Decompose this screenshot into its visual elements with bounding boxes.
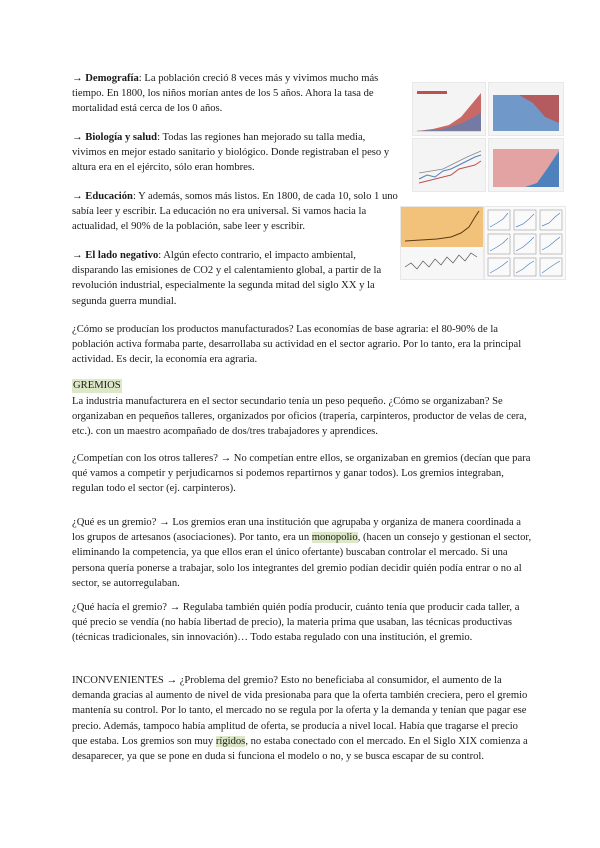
- section-title: Biología y salud: [85, 132, 158, 143]
- section-text: : Todas las regiones han mejorado su talla media, vivimos en mejor estado sanitario y biológico. Donde registraban el peso y altura era en el ejército, sólo eran hombres.: [72, 132, 390, 174]
- highlighted-term: rígidos: [215, 735, 246, 747]
- paragraph-productos: ¿Cómo se producían los productos manufacturados? Las economías de base agraria: el 80-90% de la población activa formaba parte, desarrollaba su actividad en el sector agrario. Por lo tanto, era la principal actividad. Es decir, la economía era agraria.: [72, 324, 522, 366]
- section-lado-negativo: [72, 248, 402, 309]
- area-chart-red-icon: [413, 83, 485, 135]
- paragraph-que-es-gremio: [72, 515, 532, 591]
- chart-thumbnail-co2: [400, 206, 484, 280]
- section-demografia: [72, 71, 394, 117]
- arrow-icon: →: [72, 132, 83, 143]
- chart-thumbnail-height: [412, 138, 486, 192]
- paragraph-inconvenientes: [72, 673, 532, 764]
- section-educacion: [72, 189, 398, 235]
- chart-thumbnail-population: [412, 82, 486, 136]
- area-chart-blue-icon: [489, 83, 563, 135]
- scatter-chart-icon: [413, 139, 485, 191]
- highlighted-term: monopolio: [311, 532, 358, 544]
- chart-thumbnail-mortality: [488, 82, 564, 136]
- arrow-icon: →: [72, 250, 83, 261]
- paragraph-industria: La industria manufacturera en el sector secundario tenía un peso pequeño. ¿Cómo se organizaban? Se organizaban en pequeños talleres, organizados por oficios (trapería, carpinteros, productor de velas de cera, etc.). con un maestro acompañado de dos/tres trabajadores y aprendices.: [72, 396, 527, 438]
- section-text: : Y además, somos más listos. En 1800, de cada 10, solo 1 uno sabía leer y escribir. La educación no era universal. Si vamos hacia la actualidad, el 90% de la población, sabe leer y escribir.: [72, 191, 398, 233]
- text-run: , (hacen un consejo y gestionan el sector, eliminando la competencia, ya que ellos eran el único ofertante) buscaban controlar el mercado. Si una persona quería ponerse a trabajar, solo los integrantes del gremio podían decidir quién podía entrar o no al sector, se autorregulaban.: [72, 532, 532, 589]
- section-biologia: [72, 130, 402, 176]
- arrow-icon: →: [72, 73, 83, 84]
- section-title: Demografía: [85, 73, 139, 84]
- section-text: : Algún efecto contrario, el impacto ambiental, disparando las emisiones de CO2 y el calentamiento global, a partir de la revolución industrial, especialmente la segunda mitad del siglo XX y la segunda guerra mundial.: [72, 250, 382, 307]
- heading-gremios: GREMIOS: [73, 380, 121, 391]
- small-multiples-icon: [485, 207, 565, 279]
- chart-thumbnail-literacy: [488, 138, 564, 192]
- section-title: El lado negativo: [85, 250, 159, 261]
- chart-thumbnail-grid: [484, 206, 566, 280]
- area-chart-literacy-icon: [489, 139, 563, 191]
- text-run: ¿Qué es un gremio? → Los gremios eran una institución que agrupaba y organiza de manera coordinada a los grupos de artesanos (asociaciones). Por tanto, era un: [72, 517, 521, 544]
- text-run: INCONVENIENTES → ¿Problema del gremio? Esto no beneficiaba al consumidor, el aumento de la demanda gracias al aumento de nivel de vida presionaba para que la oferta también creciera, pero el gremio mantenía su control. Por lo tanto, el mercado no se regula por la oferta y la demanda y tenían que pagar ese precio. Además, tampoco había amplitud de oferta, se producía a nivel local. Había que tragarse el precio que estaba. Los gremios son muy: [72, 675, 528, 747]
- paragraph-competian: ¿Competían con los otros talleres? → No competían entre ellos, se organizaban en gremios (decían que para qué vamos a competir y perjudicarnos si podemos repartirnos y ganar todos). Los gremios integraban, regulan todo el sector (ej. carpinteros).: [72, 453, 531, 495]
- section-text: : La población creció 8 veces más y vivimos mucho más tiempo. En 1800, los niños morían antes de los 5 años. Ahora la tasa de mortalidad está cerca de los 0 años.: [72, 73, 379, 115]
- arrow-icon: →: [72, 191, 83, 202]
- section-title: Educación: [85, 191, 133, 202]
- co2-chart-icon: [401, 207, 483, 279]
- text-run: , no estaba conectado con el mercado. En el Siglo XIX comienza a desaparecer, ya que se pone en duda si funciona el modelo o no, y se busca escapar de su control.: [72, 735, 528, 763]
- paragraph-que-hacia: ¿Qué hacía el gremio? → Regulaba también quién podía producir, cuánto tenía que producir cada taller, a qué precio se vendía (no había libertad de precio), la materia prima que usaban, las técnicas productivas (técnicas tradicionales, sin innovación)… Todo estaba regulado con una institución, el gremio.: [72, 602, 520, 644]
